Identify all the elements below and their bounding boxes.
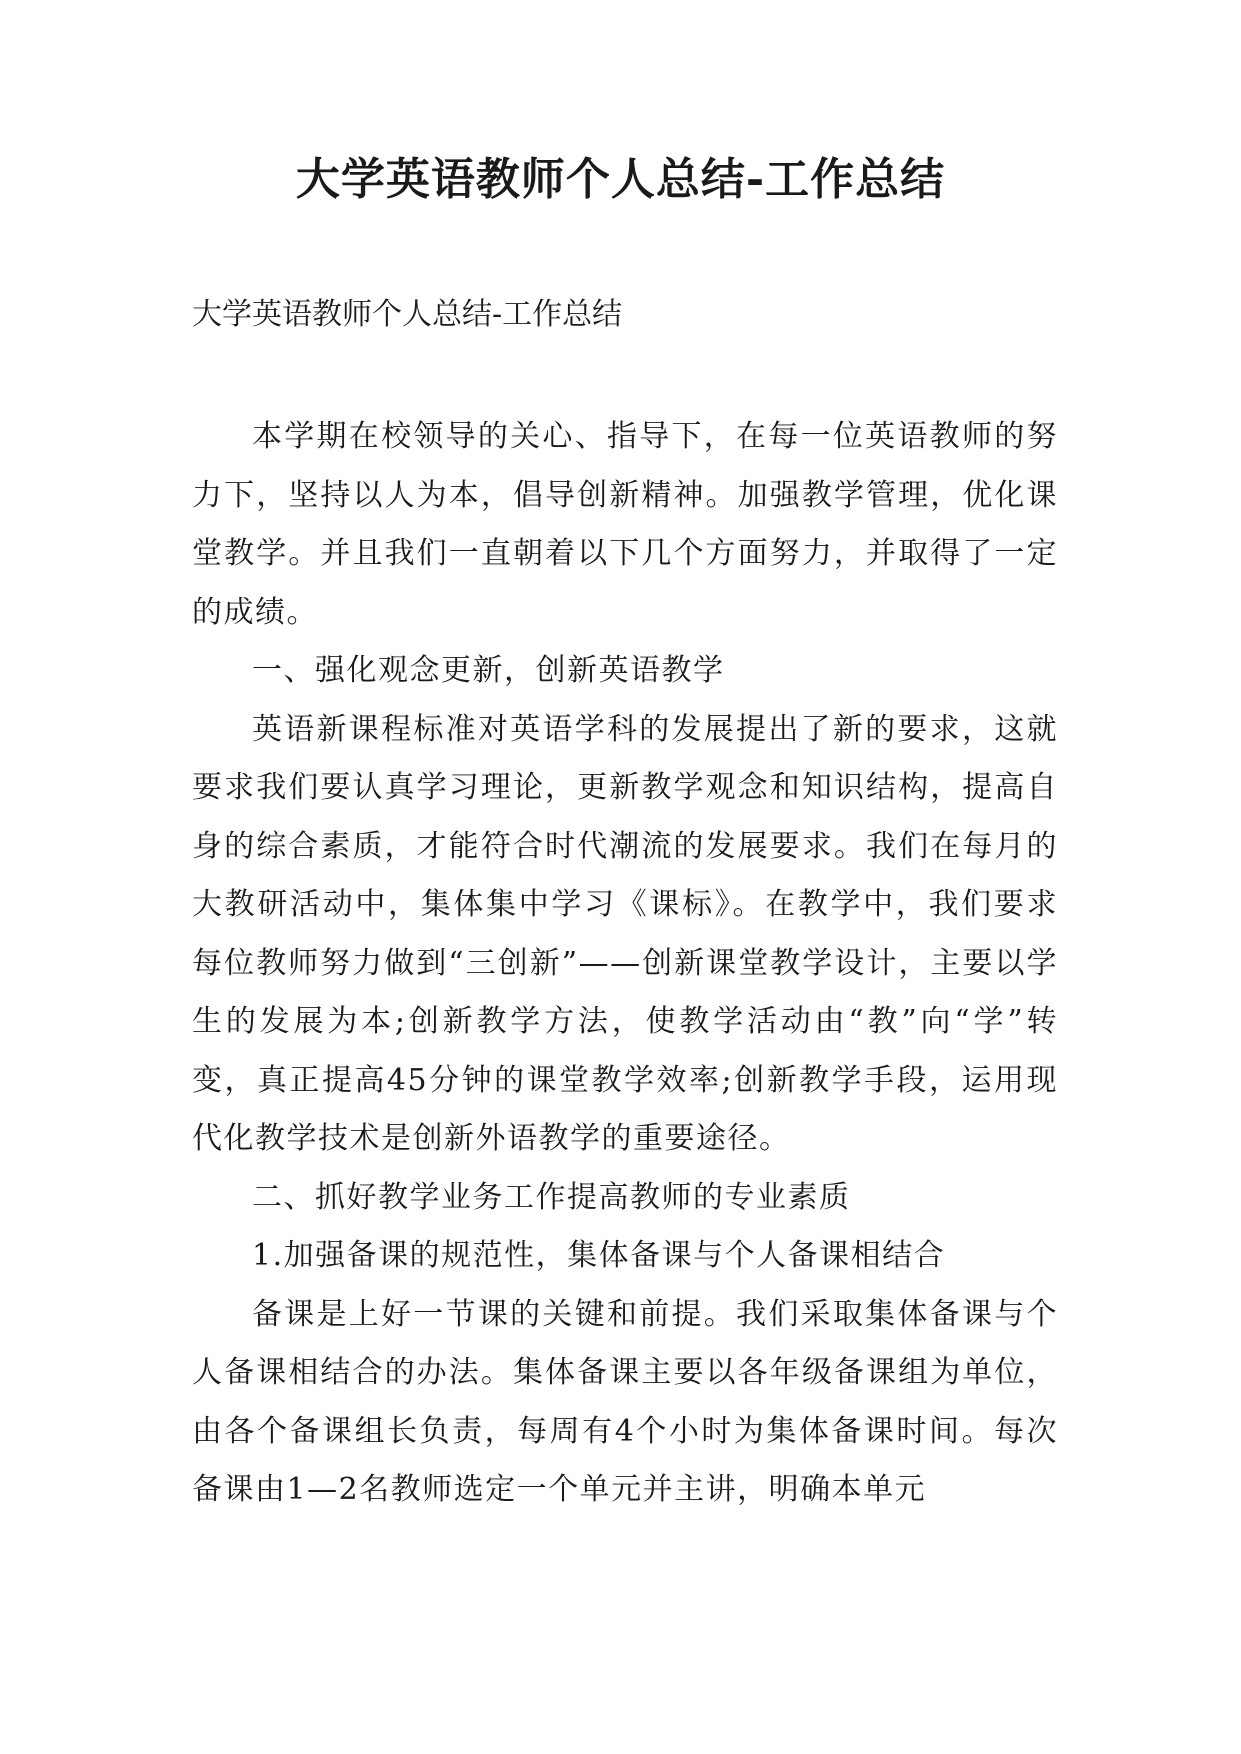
document-body xyxy=(192,408,1058,1520)
paragraph-intro: 本学期在校领导的关心、指导下，在每一位英语教师的努力下，坚持以人为本，倡导创新精神。加强教学管理，优化课堂教学。并且我们一直朝着以下几个方面努力，并取得了一定的成绩。 xyxy=(192,419,1058,630)
section-heading-1: 一、强化观念更新，创新英语教学 xyxy=(252,653,725,688)
paragraph-section-2-1: 备课是上好一节课的关键和前提。我们采取集体备课与个人备课相结合的办法。集体备课主要以各年级备课组为单位，由各个备课组长负责，每周有4个小时为集体备课时间。每次备课由1—2名教师选定一个单元并主讲，明确本单元 xyxy=(192,1296,1058,1507)
document-title: 大学英语教师个人总结-工作总结 xyxy=(295,154,946,205)
section-heading-2: 二、抓好教学业务工作提高教师的专业素质 xyxy=(252,1179,851,1215)
paragraph-section-1: 英语新课程标准对英语学科的发展提出了新的要求，这就要求我们要认真学习理论，更新教学观念和知识结构，提高自身的综合素质，才能符合时代潮流的发展要求。我们在每月的大教研活动中，集体集中学习《课标》。在教学中，我们要求每位教师努力做到“三创新”——创新课堂教学设计，主要以学生的发展为本;创新教学方法，使教学活动由“教”向“学”转变，真正提高45分钟的课堂教学效率;创新教学手段，运用现代化教学技术是创新外语教学的重要途径。 xyxy=(192,711,1058,1156)
document-subtitle: 大学英语教师个人总结-工作总结 xyxy=(192,297,623,332)
subsection-heading-2-1: 1.加强备课的规范性，集体备课与个人备课相结合 xyxy=(252,1238,946,1273)
